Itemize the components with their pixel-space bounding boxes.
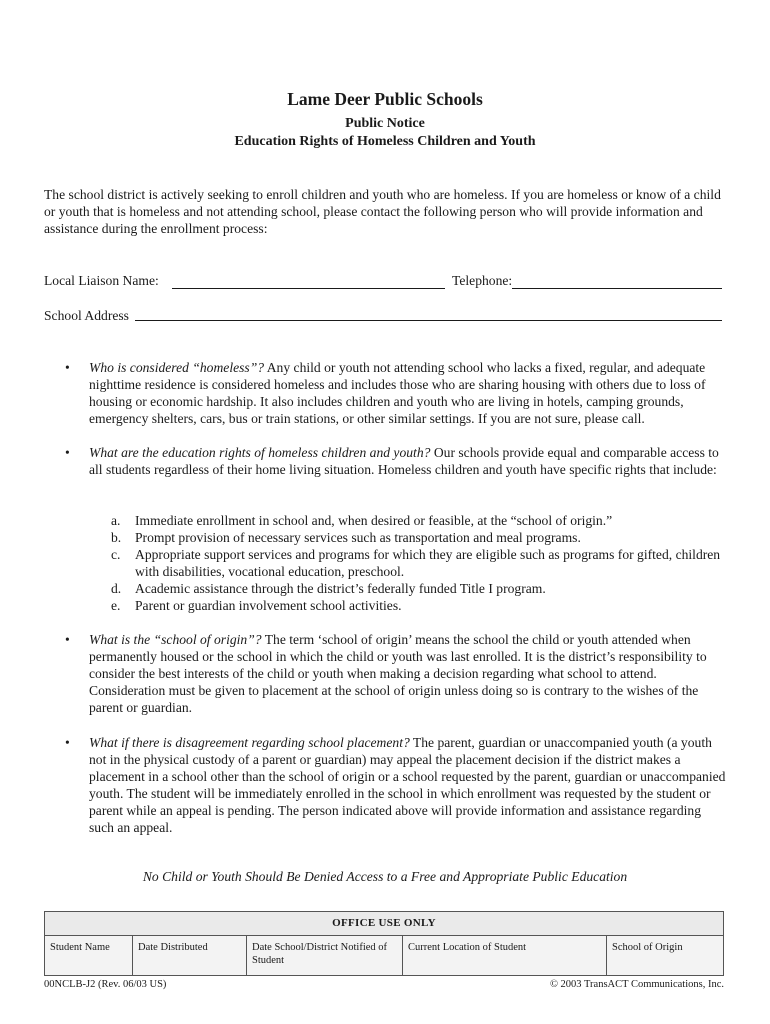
list-letter: c.	[111, 547, 121, 562]
office-col-date-distributed[interactable]: Date Distributed	[133, 936, 247, 975]
office-use-table	[44, 911, 724, 976]
bullet-education-rights	[89, 444, 729, 478]
telephone-field[interactable]	[512, 274, 722, 289]
bullet-marker: •	[65, 632, 70, 647]
bullet-marker: •	[65, 360, 70, 375]
list-letter: d.	[111, 581, 122, 596]
list-letter: e.	[111, 598, 121, 613]
bullet-school-of-origin	[89, 631, 729, 716]
copyright: © 2003 TransACT Communications, Inc.	[549, 979, 724, 990]
bullet-marker: •	[65, 445, 70, 460]
list-item	[111, 512, 731, 529]
bullet-marker: •	[65, 735, 70, 750]
bullet-answer: Any child or youth not attending school who lacks a fixed, regular, and adequate nighttime residence is considered homeless and includes those who are sharing housing with others due to loss of housing or economic hardship. It also includes children and youth who are living in hotels, camping grounds, emergency shelters, cars, bus or train stations, or other similar settings. If you are not sure, please call.	[89, 360, 706, 426]
list-item	[111, 580, 731, 597]
tagline: No Child or Youth Should Be Denied Access to a Free and Appropriate Public Education	[142, 869, 628, 884]
office-col-school-of-origin[interactable]: School of Origin	[612, 942, 683, 953]
office-col-date-notified[interactable]: Date School/District Notified of Student	[247, 936, 403, 975]
liaison-name-field[interactable]	[172, 274, 445, 289]
list-text: Academic assistance through the district’s federally funded Title I program.	[135, 581, 546, 596]
bullet-homeless-definition	[89, 359, 729, 427]
telephone-label: Telephone:	[452, 273, 513, 288]
list-text: Prompt provision of necessary services such as transportation and meal programs.	[135, 530, 581, 545]
bullet-placement-disagreement	[89, 734, 729, 836]
liaison-label: Local Liaison Name:	[44, 273, 159, 288]
form-code: 00NCLB-J2 (Rev. 06/03 US)	[44, 979, 167, 990]
list-item	[111, 529, 731, 546]
office-col-student-name[interactable]: Student Name	[45, 936, 133, 975]
bullet-question: What are the education rights of homeless children and youth?	[89, 445, 431, 460]
bullet-answer: The term ‘school of origin’ means the school the child or youth attended when permanently housed or the school in which the child or youth was last enrolled. It is the district’s responsibility to consider the best interests of the child or youth when making a decision regarding what school to attend. Consideration must be given to placement at the school of origin unless doing so is contrary to the wishes of the parent or guardian.	[89, 632, 707, 715]
address-label: School Address	[44, 308, 129, 323]
office-use-header: OFFICE USE ONLY	[45, 912, 723, 936]
rights-list	[111, 512, 731, 614]
school-address-field[interactable]	[135, 309, 722, 321]
list-item	[111, 597, 731, 614]
bullet-question: Who is considered “homeless”?	[89, 360, 265, 375]
bullet-answer: Our schools provide equal and comparable access to all students regardless of their home living situation. Homeless children and youth have specific rights that include:	[89, 445, 719, 477]
bullet-answer: The parent, guardian or unaccompanied youth (a youth not in the physical custody of a parent or guardian) may appeal the placement decision if the district makes a placement in a school other than the school of origin or a school requested by the parent, guardian or unaccompanied youth. The student will be immediately enrolled in the school in which enrollment was requested by the student or parent while an appeal is pending. The person indicated above will provide information and assistance regarding such an appeal.	[89, 735, 726, 835]
document-title: Lame Deer Public Schools	[287, 89, 483, 109]
notice-subtitle: Public Notice	[345, 116, 425, 131]
intro-paragraph: The school district is actively seeking to enroll children and youth who are homeless. If you are homeless or know of a child or youth that is homeless and not attending school, please contact the following person who will provide information and assistance during the enrollment process:	[44, 187, 721, 236]
notice-heading: Education Rights of Homeless Children and Youth	[234, 134, 536, 149]
list-text: Parent or guardian involvement school activities.	[135, 598, 402, 613]
bullet-question: What is the “school of origin”?	[89, 632, 262, 647]
list-letter: a.	[111, 513, 121, 528]
list-letter: b.	[111, 530, 122, 545]
list-item	[111, 546, 731, 580]
office-col-current-location[interactable]: Current Location of Student	[403, 936, 607, 975]
list-text: Immediate enrollment in school and, when desired or feasible, at the “school of origin.”	[135, 513, 613, 528]
bullet-question: What if there is disagreement regarding school placement?	[89, 735, 410, 750]
list-text: Appropriate support services and programs for which they are eligible such as programs for gifted, children with disabilities, vocational education, preschool.	[135, 547, 721, 579]
